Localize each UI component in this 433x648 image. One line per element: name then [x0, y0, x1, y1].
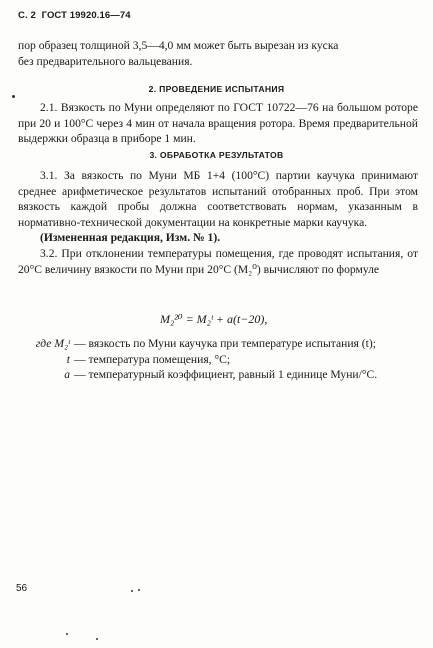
page-prefix: С. 2 [18, 10, 36, 21]
definition-term: где M₂ᵗ [35, 337, 70, 350]
edition-note: (Измененная редакция, Изм. № 1). [40, 231, 221, 245]
standard-number: ГОСТ 19920.16—74 [41, 10, 131, 21]
section-3-title: 3. ОБРАБОТКА РЕЗУЛЬТАТОВ [149, 150, 284, 160]
section-2-title: 2. ПРОВЕДЕНИЕ ИСПЫТАНИЯ [148, 84, 285, 94]
definition-term: t [66, 352, 70, 366]
definition-text: — температура помещения, °С; [74, 352, 231, 366]
scan-speck [138, 589, 140, 591]
scan-speck [131, 590, 133, 592]
page-number: 56 [16, 583, 28, 594]
definition-row [18, 352, 418, 368]
scan-speck [66, 633, 68, 635]
section-3-body [18, 168, 418, 277]
definition-text: — температурный коэффициент, равный 1 единице Муни/°С. [74, 368, 378, 382]
definition-text: — вязкость по Муни каучука при температуре испытания (t); [74, 337, 376, 350]
intro-line-2: без предварительного вальцевания. [18, 54, 193, 68]
paragraph-3-1: 3.1. За вязкость по Муни МБ 1+4 (100°С) партии каучука принимают среднее арифметическое результатов испытаний отобранных проб. При этом вязкость каждой пробы должна соответствовать нормам, указанным в нормативно-технической документации на конкретные марки каучука. [18, 169, 418, 229]
definition-row [18, 367, 418, 383]
scan-speck [96, 638, 98, 640]
paragraph-3-2: 3.2. При отклонении температуры помещения, где проводят испытания, от 20°С величину вязкости по Муни при 20°С (М₂⁰) вычисляют по формуле [18, 246, 418, 276]
running-header [18, 10, 134, 21]
formula: M₂²⁰ = M₂ᵗ + a(t−20), [160, 312, 268, 326]
paragraph-2-1: 2.1. Вязкость по Муни определяют по ГОСТ 10722—76 на большом роторе при 20 и 100°С через 4 мин от начала вращения ротора. Время предварительной выдержки образца в приборе 1 мин. [18, 101, 418, 146]
intro-line-1: пор образец толщиной 3,5—4,0 мм может быть вырезан из куска [18, 39, 339, 52]
section-2-body [18, 100, 418, 147]
definition-row [18, 336, 418, 352]
definition-term: a [64, 368, 70, 382]
definitions-list [18, 336, 418, 383]
scan-speck [12, 95, 15, 98]
intro-paragraph [18, 38, 418, 69]
